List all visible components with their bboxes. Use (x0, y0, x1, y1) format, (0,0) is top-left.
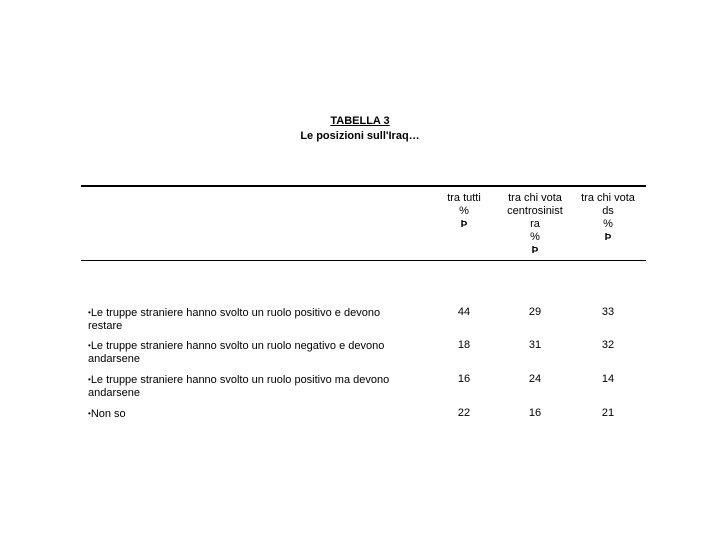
table-header-rule (81, 260, 646, 261)
table-cell: 16 (528, 407, 542, 419)
table-cell: 33 (601, 306, 615, 318)
table-title (0, 114, 720, 144)
arrow-down-icon: Þ (604, 232, 612, 243)
table-cell: 32 (601, 339, 615, 351)
table-cell: 16 (457, 373, 471, 385)
table-row-label: •Le truppe straniere hanno svolto un ruolo positivo e devono restare (88, 307, 381, 332)
column-header-centrosinistra: tra chi vota centrosinist ra % Þ (500, 192, 570, 257)
table-row-label: •Non so (88, 408, 126, 420)
table-row-label: •Le truppe straniere hanno svolto un ruolo negativo e devono andarsene (88, 340, 385, 365)
table-subtitle: Le posizioni sull'Iraq… (300, 130, 420, 142)
bullet-icon: • (88, 308, 91, 317)
table-cell: 44 (457, 306, 471, 318)
bullet-icon: • (88, 341, 91, 350)
table-number: TABELLA 3 (330, 115, 390, 127)
arrow-down-icon: Þ (460, 219, 468, 230)
table-cell: 24 (528, 373, 542, 385)
table-cell: 18 (457, 339, 471, 351)
table-cell: 21 (601, 407, 615, 419)
table-cell: 29 (528, 306, 542, 318)
column-header-ds: tra chi vota ds % Þ (575, 192, 641, 244)
table-cell: 31 (528, 339, 542, 351)
bullet-icon: • (88, 409, 91, 418)
table-row-label: •Le truppe straniere hanno svolto un ruolo positivo ma devono andarsene (88, 374, 390, 399)
bullet-icon: • (88, 375, 91, 384)
column-header-all: tra tutti % Þ (434, 192, 494, 231)
table-top-rule (81, 185, 646, 187)
table-cell: 14 (601, 373, 615, 385)
table-cell: 22 (457, 407, 471, 419)
arrow-down-icon: Þ (531, 245, 539, 256)
